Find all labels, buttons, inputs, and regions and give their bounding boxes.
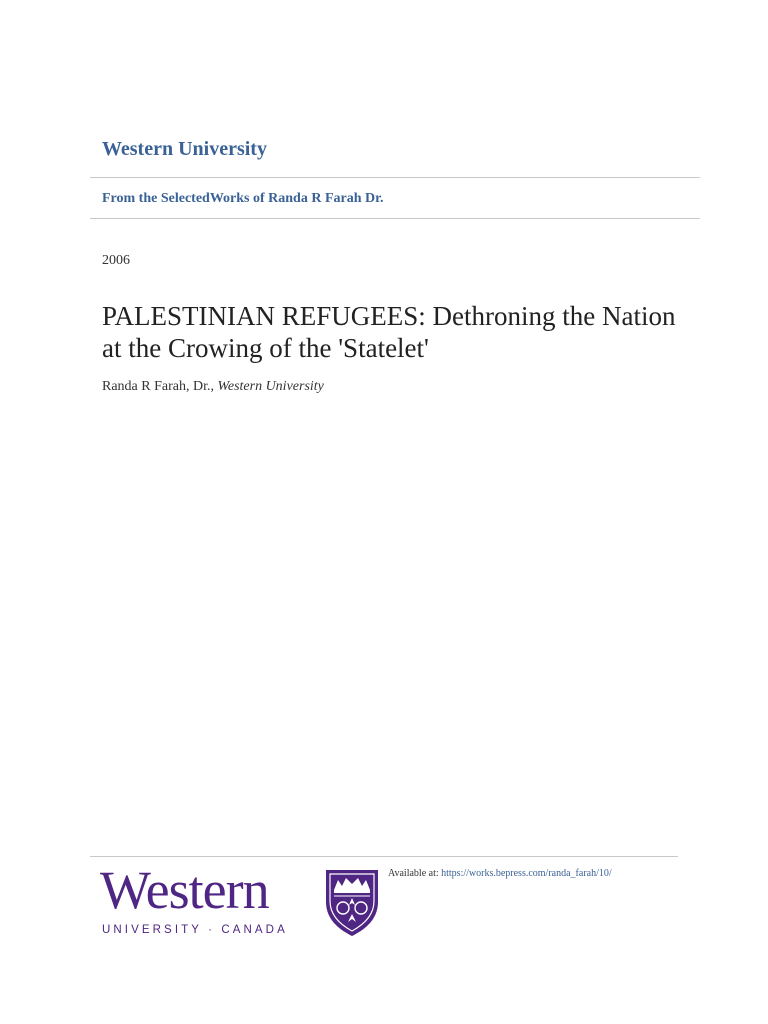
logo-subtitle: UNIVERSITY · CANADA	[102, 924, 288, 936]
crest-icon	[324, 868, 380, 938]
divider	[90, 177, 700, 178]
author-line	[102, 379, 324, 395]
paper-title: PALESTINIAN REFUGEES: Dethroning the Nation at the Crowing of the 'Statelet'	[102, 301, 676, 363]
western-logo	[100, 860, 400, 946]
logo-wordmark: Western	[100, 860, 269, 920]
publication-year: 2006	[102, 253, 130, 268]
selected-works-link[interactable]: From the SelectedWorks of Randa R Farah Dr.	[102, 191, 384, 206]
author-affiliation: Western University	[217, 379, 324, 394]
available-url-link[interactable]: https://works.bepress.com/randa_farah/10/	[441, 868, 612, 879]
divider	[90, 218, 700, 219]
author-name[interactable]: Randa R Farah, Dr.,	[102, 379, 214, 394]
institution-link[interactable]: Western University	[102, 138, 267, 160]
available-label: Available at:	[388, 868, 439, 879]
footer-divider	[90, 856, 678, 857]
available-at	[388, 868, 612, 879]
